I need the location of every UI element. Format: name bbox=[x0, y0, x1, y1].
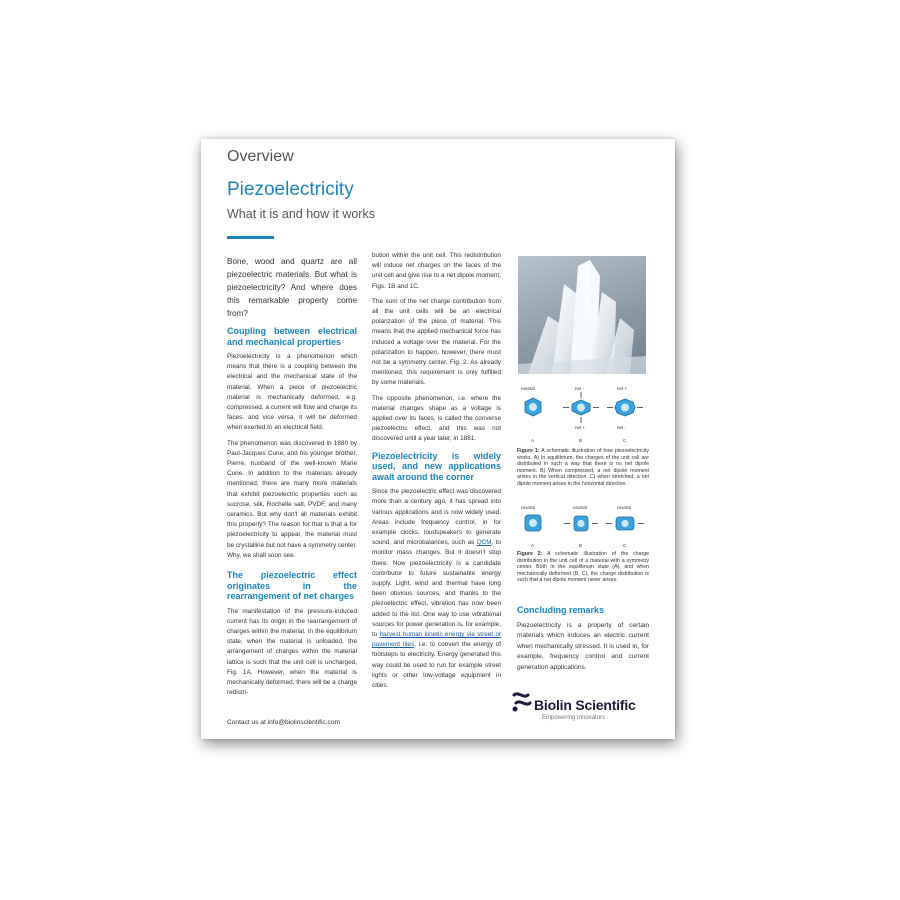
unit-cell-b bbox=[563, 392, 599, 423]
symmetric-cell-b bbox=[564, 516, 598, 531]
figure-2-diagram bbox=[517, 503, 649, 549]
fig2-label-a-top: neutral bbox=[521, 505, 535, 510]
paragraph: bution within the unit cell. This redistribution will induce net charges on the faces of the unit cell and give rise to a net dipole moment, Figs. 1B and 1C. bbox=[372, 252, 501, 290]
caption-text: A schematic illustration of the charge distribution in the unit cell of a material with a symmetry center. Both in the equilibrium state (A), and when mechanically deformed (B, C), the charge distribution is such that a net dipole moment never arises. bbox=[517, 551, 650, 584]
heading-applications: Piezoelectricity is widely used, and new applications await around the corner bbox=[372, 450, 501, 482]
heading-concluding-remarks: Concluding remarks bbox=[517, 605, 605, 615]
paragraph: The opposite phenomenon, i.e. where the material changes shape as a voltage is applied over its faces, is called the converse piezoelectric effect, and this was not discovered until a year later, in 1881. bbox=[372, 394, 501, 443]
contact-line: Contact us at info@biolinscientific.com bbox=[227, 719, 340, 726]
fig2-label-b: B bbox=[579, 543, 583, 548]
fig1-label-b-top: net - bbox=[575, 386, 585, 391]
paragraph-applications bbox=[372, 487, 501, 691]
figure-1 bbox=[517, 384, 649, 488]
title-rule bbox=[227, 236, 274, 239]
heading-coupling: Coupling between electrical and mechanical properties bbox=[227, 326, 357, 347]
column-2 bbox=[372, 251, 501, 696]
caption-text: A schematic illustration of how piezoelectricity works. A) In equilibrium, the charges of the unit cell are distributed in such a way that there is no net dipole moment. B) When compressed, a net dipole moment arises in the vertical direction. C) when stretched, a net dipole moment arises in the horizontal direction. bbox=[517, 448, 650, 487]
symmetric-cell-a bbox=[525, 515, 541, 531]
heading-rearrangement: The piezoelectric effect originates in the rearrangement of net charges bbox=[227, 570, 357, 602]
text-span: , to monitor mass changes. But it doesn't stop there. Now piezoelectricity is a candidate contributor to future sustainable energy supply. Light, wind and thermal have long been obvious sources, and thanks to the piezoelectric effect, vibration has now been added to the list. One way to use vibrational sources for power generation is, for example, to bbox=[372, 539, 501, 638]
brand-tagline: Empowering Innovators bbox=[542, 715, 606, 721]
figure-2 bbox=[517, 503, 649, 584]
fig1-label-b-bottom: net + bbox=[575, 425, 586, 430]
fig1-label-a: A bbox=[531, 438, 535, 443]
text-span: Since the piezoelectric effect was discovered more than a century ago, it has spread into various applications and is now widely used. Areas include frequency control, in for example clocks, loudspeakers to generate sound, and microbalances, such as bbox=[372, 488, 501, 547]
section-label: Overview bbox=[227, 148, 294, 165]
fig1-label-b: B bbox=[579, 438, 583, 443]
caption-label: Figure 1: bbox=[517, 448, 540, 454]
fig2-label-a: A bbox=[531, 543, 535, 548]
caption-label: Figure 2: bbox=[517, 551, 543, 557]
paragraph: The sum of the net charge contribution from all the unit cells will be an electrical polarization of the piece of material. This means that the applied mechanical force has induced a voltage over the material. For the polarization to happen, however, there must not be a symmetry center, Fig. 2. As already mentioned, this requirement is only fulfilled by some materials. bbox=[372, 297, 501, 387]
text-span: , i.e. to convert the energy of footsteps to electricity. Energy generated this way could be used to run for example street lights or other low-voltage equipment in cities. bbox=[372, 641, 501, 690]
column-3-conclusion bbox=[517, 605, 649, 678]
column-1 bbox=[227, 255, 357, 703]
figure-1-diagram bbox=[517, 384, 649, 446]
fig2-label-c: C bbox=[623, 543, 627, 548]
unit-cell-c bbox=[607, 399, 643, 416]
page-subtitle: What it is and how it works bbox=[227, 207, 375, 221]
symmetric-cell-c bbox=[606, 517, 644, 530]
fig1-label-c: C bbox=[623, 438, 627, 443]
document-page bbox=[201, 139, 675, 739]
paragraph: Piezoelectricity is a phenomenon which means that there is a coupling between the electrical and the mechanical state of the material. When a piece of piezoelectric material is mechanically deformed, e.g. compressed, a current will flow and charge its faces. and vice versa, it will be deformed when exerted to an electrical field. bbox=[227, 353, 357, 432]
fig2-label-c-top: neutral bbox=[617, 505, 631, 510]
fig1-label-c-bottom: net - bbox=[617, 425, 627, 430]
page-title: Piezoelectricity bbox=[227, 179, 354, 200]
fig2-label-b-top: neutral bbox=[573, 505, 587, 510]
unit-cell-a bbox=[525, 398, 541, 416]
fig1-label-neutral: neutral bbox=[521, 386, 535, 391]
logo-icon bbox=[510, 689, 534, 713]
harvest-energy-link[interactable]: harvest human kinetic energy via street or pavement tiles bbox=[372, 631, 502, 649]
biolin-scientific-logo bbox=[510, 687, 650, 727]
brand-name: Biolin Scientific bbox=[534, 697, 636, 713]
qcm-link[interactable]: QCM bbox=[476, 539, 492, 547]
paragraph: The phenomenon was discovered in 1880 by Paul-Jacques Curie, and his younger brother, Pierre, husband of the well-known Marie Curie. In addition to the materials already mentioned, there are many more materials that exhibit piezoelectric properties such as sucrose, silk, Rochelle salt, PVDF, and many ceramics. But why don't all materials exhibit this property? The reason for that is that a for piezoelectricity to appear, the material must be crystalline but not have a symmetry center. Why, we shall soon see. bbox=[227, 439, 358, 559]
fig1-label-c-top: net + bbox=[617, 386, 628, 391]
paragraph: The manifestation of the pressure-induced current has its origin in the rearrangement of charges within the material. In the equilibrium state, when the material is unloaded, the arrangement of charges within the material lattice is such that the unit cell is uncharged, Fig. 1A. However, when the material is mechanically deformed, there will be a charge redistri- bbox=[227, 607, 358, 697]
figure-2-caption bbox=[517, 551, 649, 584]
figure-1-caption bbox=[517, 448, 649, 488]
quartz-crystal-photo bbox=[518, 256, 646, 374]
intro-paragraph: Bone, wood and quartz are all piezoelectric materials. But what is piezoelectricity? And where does this remarkable property come from? bbox=[227, 257, 357, 318]
paragraph: Piezoelectricity is a property of certain materials which induces an electric current when mechanically stressed. It is used in, for example, frequency control and current generation applications. bbox=[517, 621, 649, 671]
